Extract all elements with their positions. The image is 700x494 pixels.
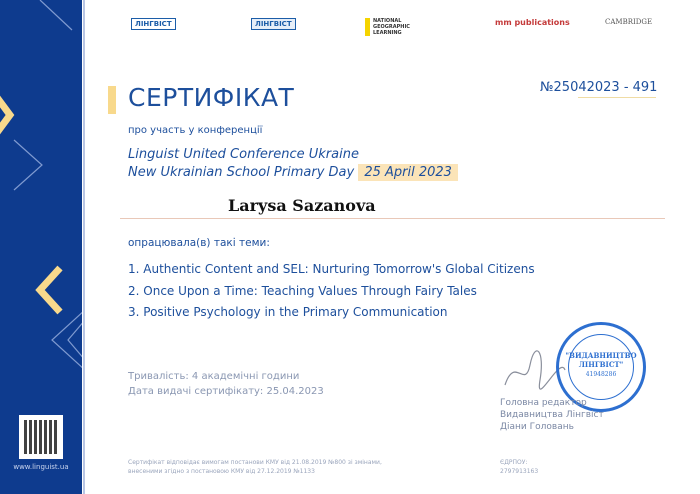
signer-line: Видавництва Лінгвіст — [500, 410, 604, 420]
stamp-name-1: "ВИДАВНИЦТВО — [565, 351, 637, 360]
certificate-title: СЕРТИФІКАТ — [128, 83, 295, 112]
topics-heading: опрацювала(в) такі теми: — [128, 237, 270, 249]
certificate-number: №25042023 - 491 — [540, 80, 658, 95]
footer-note: внесеними згідно з постановою КМУ від 27.12.2019 №1133 — [128, 468, 315, 475]
logo-mm-publications: mm publications — [495, 18, 570, 27]
name-underline — [120, 218, 665, 219]
participant-name: Larysa Sazanova — [228, 196, 376, 215]
event-date: 25 April 2023 — [358, 164, 458, 181]
number-underline — [578, 97, 656, 98]
signer-line: Головна редактор — [500, 398, 587, 408]
participation-text: про участь у конференції — [128, 125, 263, 136]
event-name: New Ukrainian School Primary Day — [128, 165, 355, 180]
topic-item: 2. Once Upon a Time: Teaching Values Through Fairy Tales — [128, 284, 477, 298]
topic-item: 1. Authentic Content and SEL: Nurturing Tomorrow's Global Citizens — [128, 262, 535, 276]
divider — [83, 0, 85, 494]
logo-lingvist: ЛІНГВІСТ — [131, 18, 176, 30]
topic-item: 3. Positive Psychology in the Primary Communication — [128, 305, 448, 319]
conference-name: Linguist United Conference Ukraine — [128, 147, 359, 162]
event-line — [128, 165, 458, 180]
stamp-code: 41948286 — [585, 371, 617, 378]
logo-national-geographic: NATIONAL GEOGRAPHIC LEARNING — [365, 18, 421, 36]
edrpou-value: 2797913163 — [500, 468, 539, 475]
sidebar-decoration — [0, 0, 82, 494]
ribbon-icon — [108, 86, 116, 114]
logo-cambridge: CAMBRIDGE — [605, 18, 653, 26]
duration: Тривалість: 4 академічні години — [128, 371, 300, 382]
edrpou-label: ЄДРПОУ: — [500, 459, 528, 466]
stamp-name-2: ЛІНГВІСТ" — [578, 360, 624, 369]
issue-date: Дата видачі сертифікату: 25.04.2023 — [128, 386, 324, 397]
signer-line: Діани Головань — [500, 422, 574, 432]
qr-code — [19, 415, 63, 459]
footer-note: Сертифікат відповідає вимогам постанови КМУ від 21.08.2019 №800 зі змінами, — [128, 459, 382, 466]
website-label: www.linguist.ua — [13, 463, 69, 471]
logo-lingvist-2: ЛІНГВІСТ — [251, 18, 296, 30]
